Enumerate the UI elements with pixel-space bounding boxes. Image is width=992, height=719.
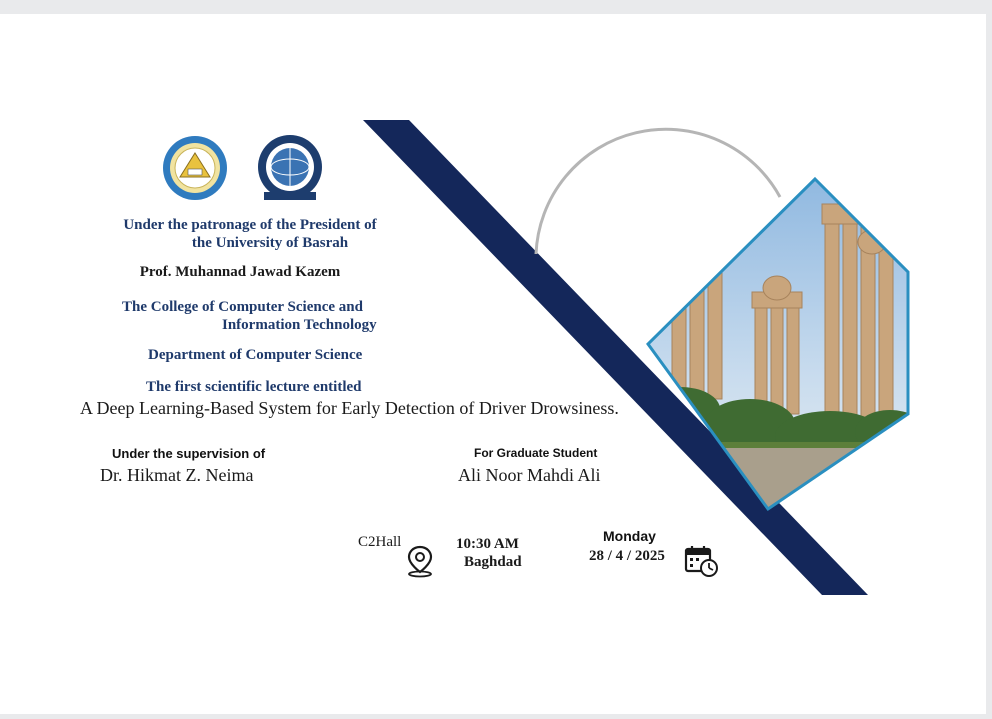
venue-time: 10:30 AM: [456, 536, 519, 552]
venue-date: 28 / 4 / 2025: [589, 548, 665, 564]
venue-timezone: Baghdad: [464, 554, 522, 570]
college-line1: The College of Computer Science and: [122, 299, 363, 315]
monument-photo: [640, 174, 910, 514]
university-logo: [162, 135, 228, 201]
supervision-label: Under the supervision of: [112, 446, 266, 461]
college-line2: Information Technology: [222, 317, 377, 333]
college-name: [112, 298, 412, 334]
student-name: Ali Noor Mahdi Ali: [458, 465, 601, 485]
college-logo: [254, 134, 326, 204]
venue-day: Monday: [603, 528, 656, 544]
student-label: For Graduate Student: [474, 446, 598, 460]
event-poster: [0, 14, 986, 714]
department-name: Department of Computer Science: [148, 347, 363, 363]
patronage-text: [100, 216, 400, 252]
location-pin-icon: [405, 544, 435, 578]
president-name: Prof. Muhannad Jawad Kazem: [139, 264, 341, 280]
lecture-intro: The first scientific lecture entitled: [146, 379, 362, 395]
venue-place: C2Hall: [358, 534, 402, 550]
supervisor-name: Dr. Hikmat Z. Neima: [100, 465, 254, 485]
patronage-line1: Under the patronage of the President of: [123, 217, 377, 233]
patronage-line2: the University of Basrah: [191, 235, 349, 251]
calendar-clock-icon: [684, 544, 720, 578]
lecture-title: A Deep Learning-Based System for Early Detection of Driver Drowsiness.: [80, 398, 619, 418]
